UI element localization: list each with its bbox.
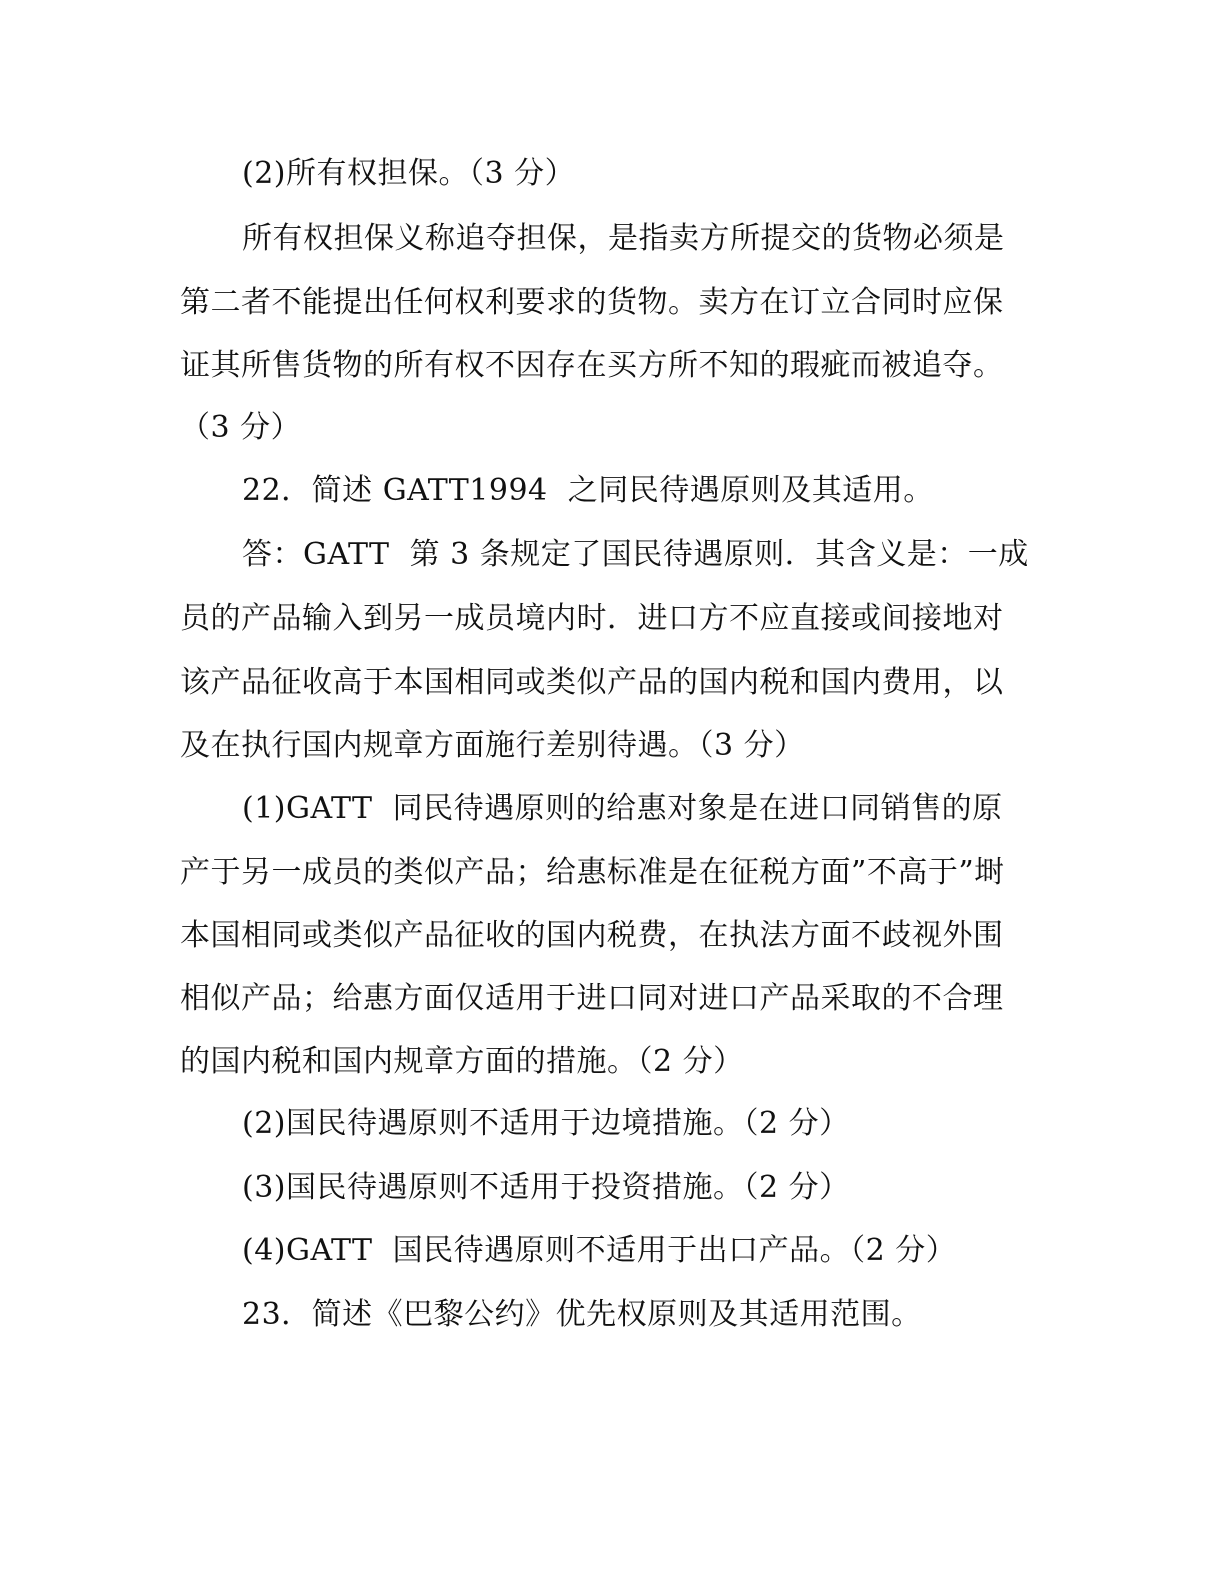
text-line: 22．简述 GATT1994 之同民待遇原则及其适用。 xyxy=(242,473,934,508)
text-line: 本国相同或类似产品征收的国内税费，在执法方面不歧视外围 xyxy=(180,918,1004,953)
text-line: 产于另一成员的类似产品；给惠标准是在征税方面”不高于”埘 xyxy=(180,855,1005,890)
text-line: 相似产品；给惠方面仅适用于进口同对进口产品采取的不合理 xyxy=(180,981,1004,1016)
text-line: 员的产品输入到另一成员境内时．进口方不应直接或间接地对 xyxy=(180,601,1004,636)
text-line: 的国内税和国内规章方面的措施。（2 分） xyxy=(180,1044,744,1079)
text-line: (2)所有权担保。（3 分） xyxy=(242,156,576,191)
text-line: (4)GATT 国民待遇原则不适用于出口产品。（2 分） xyxy=(242,1233,957,1268)
text-line: 答：GATT 第 3 条规定了国民待遇原则．其含义是：一成 xyxy=(242,537,1029,572)
text-line: 该产品征收高于本国相同或类似产品的国内税和国内费用，以 xyxy=(180,665,1004,700)
text-line: (3)国民待遇原则不适用于投资措施。（2 分） xyxy=(242,1170,850,1205)
text-line: 所有权担保义称追夺担保，是指卖方所提交的货物必须是 xyxy=(242,221,1005,256)
text-line: （3 分） xyxy=(180,410,302,445)
text-line: 23．简述《巴黎公约》优先权原则及其适用范围。 xyxy=(242,1297,922,1332)
text-line: (2)国民待遇原则不适用于边境措施。（2 分） xyxy=(242,1106,850,1141)
text-line: (1)GATT 同民待遇原则的给惠对象是在进口同销售的原 xyxy=(242,791,1003,826)
text-line: 第二者不能提出任何权利要求的货物。卖方在订立合同时应保 xyxy=(180,285,1004,320)
text-line: 证其所售货物的所有权不因存在买方所不知的瑕疵而被追夺。 xyxy=(180,348,1004,383)
text-line: 及在执行国内规章方面施行差别待遇。（3 分） xyxy=(180,728,805,763)
